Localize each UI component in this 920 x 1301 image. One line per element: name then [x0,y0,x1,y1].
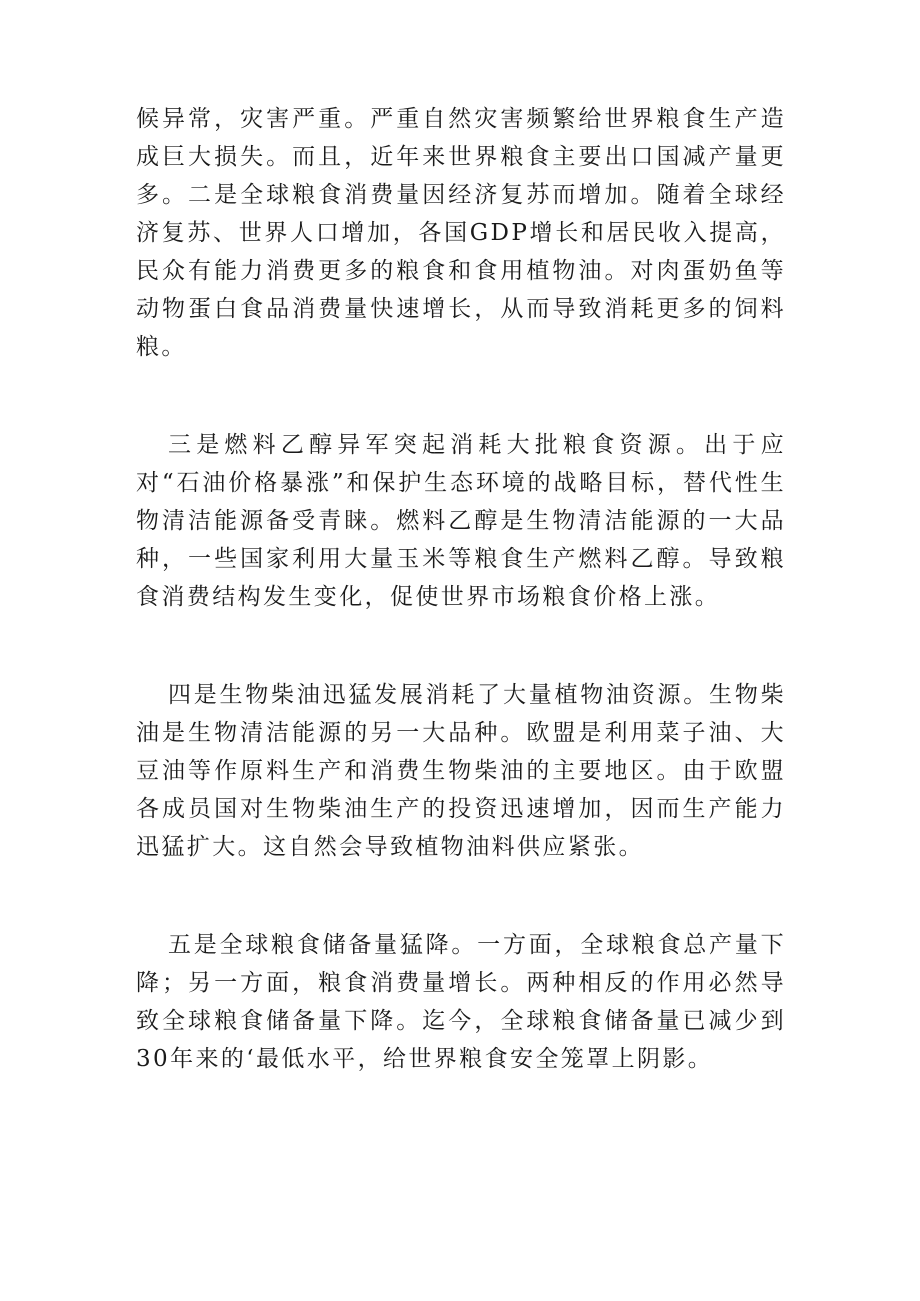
paragraph-grain-reserves: 五是全球粮食储备量猛降。一方面，全球粮食总产量下降；另一方面，粮食消费量增长。两种相反的作用必然导致全球粮食储备量下降。迄今，全球粮食储备量已减少到30年来的‘最低水平，给世界粮食安全笼罩上阴影。 [136,932,786,1072]
paragraph-continuation: 候异常，灾害严重。严重自然灾害频繁给世界粮食生产造成巨大损失。而且，近年来世界粮食主要出口国减产量更多。二是全球粮食消费量因经济复苏而增加。随着全球经济复苏、世界人口增加，各国GDP增长和居民收入提高，民众有能力消费更多的粮食和食用植物油。对肉蛋奶鱼等动物蛋白食品消费量快速增长，从而导致消耗更多的饲料粮。 [136,106,786,360]
paragraph-fuel-ethanol: 三是燃料乙醇异军突起消耗大批粮食资源。出于应对“石油价格暴涨”和保护生态环境的战略目标，替代性生物清洁能源备受青睐。燃料乙醇是生物清洁能源的一大品种，一些国家利用大量玉米等粮食生产燃料乙醇。导致粮食消费结构发生变化，促使世界市场粮食价格上涨。 [136,432,786,610]
paragraph-biodiesel: 四是生物柴油迅猛发展消耗了大量植物油资源。生物柴油是生物清洁能源的另一大品种。欧盟是利用菜子油、大豆油等作原料生产和消费生物柴油的主要地区。由于欧盟各成员国对生物柴油生产的投资迅速增加，因而生产能力迅猛扩大。这自然会导致植物油料供应紧张。 [136,682,786,860]
